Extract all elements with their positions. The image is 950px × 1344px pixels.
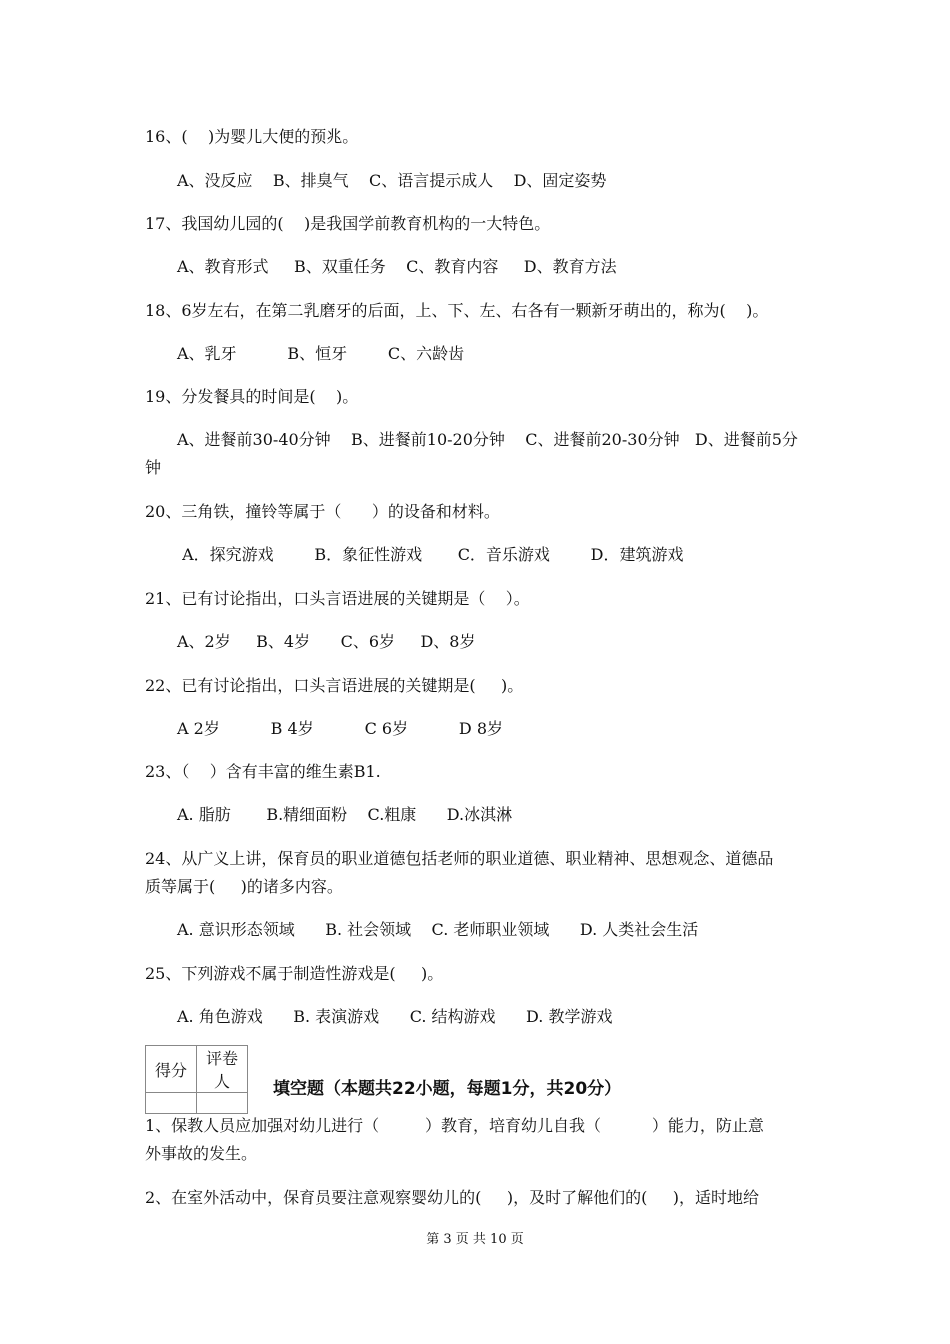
question-stem: 17、我国幼儿园的( )是我国学前教育机构的一大特色。 xyxy=(145,214,551,233)
question-stem: 18、6岁左右，在第二乳磨牙的后面，上、下、左、右各有一颗新牙萌出的，称为( )。 xyxy=(145,301,769,320)
question-stem: 21、已有讨论指出，口头言语进展的关键期是（ ）。 xyxy=(145,589,530,608)
fill-question-line: 2、在室外活动中，保育员要注意观察婴幼儿的( )，及时了解他们的( )，适时地给 xyxy=(145,1188,760,1207)
page-footer: 第 3 页 共 10 页 xyxy=(426,1232,524,1247)
question-options: A．探究游戏 B．象征性游戏 C．音乐游戏 D．建筑游戏 xyxy=(177,545,684,564)
question-stem: 23、（ ）含有丰富的维生素B1. xyxy=(145,762,381,781)
question-stem: 25、下列游戏不属于制造性游戏是( )。 xyxy=(145,964,444,983)
grader-header: 评卷人 xyxy=(197,1046,248,1093)
grader-cell xyxy=(197,1093,248,1114)
question-options: A 2岁 B 4岁 C 6岁 D 8岁 xyxy=(177,719,504,738)
question-stem: 24、从广义上讲，保育员的职业道德包括老师的职业道德、职业精神、思想观念、道德品 xyxy=(145,849,774,868)
score-cell xyxy=(146,1093,197,1114)
question-options: A. 角色游戏 B. 表演游戏 C. 结构游戏 D. 教学游戏 xyxy=(177,1007,613,1026)
question-options: A. 意识形态领域 B. 社会领域 C. 老师职业领域 D. 人类社会生活 xyxy=(177,920,699,939)
question-stem: 20、三角铁，撞铃等属于（ ）的设备和材料。 xyxy=(145,502,500,521)
question-stem: 22、已有讨论指出，口头言语进展的关键期是( )。 xyxy=(145,676,524,695)
question-options: A、2岁 B、4岁 C、6岁 D、8岁 xyxy=(177,632,476,651)
question-stem: 16、( )为婴儿大便的预兆。 xyxy=(145,127,359,146)
question-options: A、教育形式 B、双重任务 C、教育内容 D、教育方法 xyxy=(177,257,617,276)
question-options: A、乳牙 B、恒牙 C、六龄齿 xyxy=(177,344,465,363)
question-stem-continued: 质等属于( )的诸多内容。 xyxy=(145,877,343,896)
fill-question-line: 1、保教人员应加强对幼儿进行（ ）教育，培育幼儿自我（ ）能力，防止意 xyxy=(145,1116,764,1135)
question-options-continued: 钟 xyxy=(145,458,162,477)
score-table xyxy=(145,1045,248,1114)
question-options: A、进餐前30-40分钟 B、进餐前10-20分钟 C、进餐前20-30分钟 D、进餐前5分 xyxy=(177,430,798,449)
question-options: A. 脂肪 B.精细面粉 C.粗康 D.冰淇淋 xyxy=(177,805,513,824)
question-options: A、没反应 B、排臭气 C、语言提示成人 D、固定姿势 xyxy=(177,171,607,190)
question-stem: 19、分发餐具的时间是( )。 xyxy=(145,387,359,406)
score-header: 得分 xyxy=(146,1046,197,1093)
fill-question-line: 外事故的发生。 xyxy=(145,1144,258,1163)
section-title: 填空题（本题共22小题，每题1分，共20分） xyxy=(273,1079,622,1099)
